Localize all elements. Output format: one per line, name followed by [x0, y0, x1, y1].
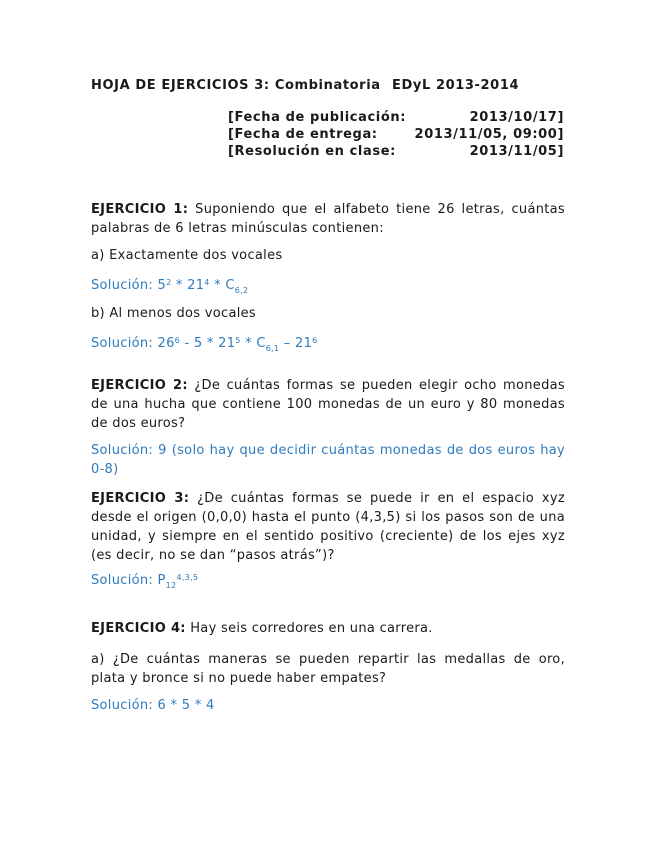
exercise-1-title: EJERCICIO 1:: [91, 202, 189, 217]
exponent: 4: [204, 278, 210, 287]
publication-date-row: [228, 109, 564, 126]
date-label: [Resolución en clase:: [228, 144, 396, 159]
exercise-4-part-a: a) ¿De cuántas maneras se pueden repartir las medallas de oro, plata y bronce si no puede haber empates?: [91, 652, 565, 686]
date-value: 2013/11/05]: [469, 144, 564, 159]
exercise-4-solution-a: Solución: 6 * 5 * 4: [91, 698, 215, 713]
solution-text: Solución: 26: [91, 336, 175, 351]
date-label: [Fecha de entrega:: [228, 127, 378, 142]
solution-text: Solución: P: [91, 573, 166, 588]
exponent: 2: [166, 278, 172, 287]
document-title: HOJA DE EJERCICIOS 3: Combinatoria: [91, 78, 381, 93]
exponent: 5: [235, 336, 241, 345]
delivery-date-row: [228, 126, 564, 143]
exercise-3-title: EJERCICIO 3:: [91, 491, 190, 506]
course-label: EDyL 2013-2014: [392, 78, 520, 93]
solution-text: * C: [240, 336, 266, 351]
date-value: 2013/10/17]: [469, 110, 564, 125]
exercise-1-solution-a: [91, 276, 565, 296]
exponent: 6: [312, 336, 318, 345]
exercise-1-text: Suponiendo que el alfabeto tiene 26 letras, cuántas palabras de 6 letras minúsculas contienen:: [91, 202, 565, 236]
dates-block: [228, 109, 564, 160]
exercise-2-text: ¿De cuántas formas se pueden elegir ocho monedas de una hucha que contiene 100 monedas de un euro y 80 monedas de dos euros?: [91, 378, 565, 431]
exercise-2-title: EJERCICIO 2:: [91, 378, 188, 393]
subscript: 6,2: [234, 286, 249, 295]
exercise-1-part-a: a) Exactamente dos vocales: [91, 248, 283, 263]
exercise-4-title: EJERCICIO 4:: [91, 621, 186, 636]
solution-text: Solución: 5: [91, 278, 167, 293]
subscript: 6,1: [265, 344, 280, 353]
solution-text: - 5 * 21: [180, 336, 236, 351]
exercise-2-statement: [91, 376, 565, 433]
date-value: 2013/11/05, 09:00]: [414, 127, 564, 142]
exercise-3-solution: [91, 571, 565, 591]
solution-text: * C: [209, 278, 235, 293]
exercise-1-part-b: b) Al menos dos vocales: [91, 306, 257, 321]
exponent: 4,3,5: [176, 573, 199, 582]
exponent: 6: [174, 336, 181, 345]
exercise-1-statement: [91, 200, 565, 238]
solution-text: – 21: [279, 336, 313, 351]
resolution-date-row: [228, 143, 564, 160]
exercise-3-text: ¿De cuántas formas se puede ir en el espacio xyz desde el origen (0,0,0) hasta el punto (4,3,5) si los pasos son de una unidad, y siempre en el sentido positivo (creciente) de los ejes xyz (es decir, no se dan “pasos atrás”)?: [91, 491, 565, 563]
exercise-4-text: Hay seis corredores en una carrera.: [190, 621, 433, 636]
date-label: [Fecha de publicación:: [228, 110, 407, 125]
exercise-1-solution-b: [91, 334, 565, 354]
exercise-3-statement: [91, 489, 565, 565]
solution-text: * 21: [171, 278, 205, 293]
subscript: 12: [165, 581, 177, 590]
exercise-2-solution: Solución: 9 (solo hay que decidir cuántas monedas de dos euros hay 0-8): [91, 443, 565, 477]
exercise-4-statement: [91, 619, 565, 638]
